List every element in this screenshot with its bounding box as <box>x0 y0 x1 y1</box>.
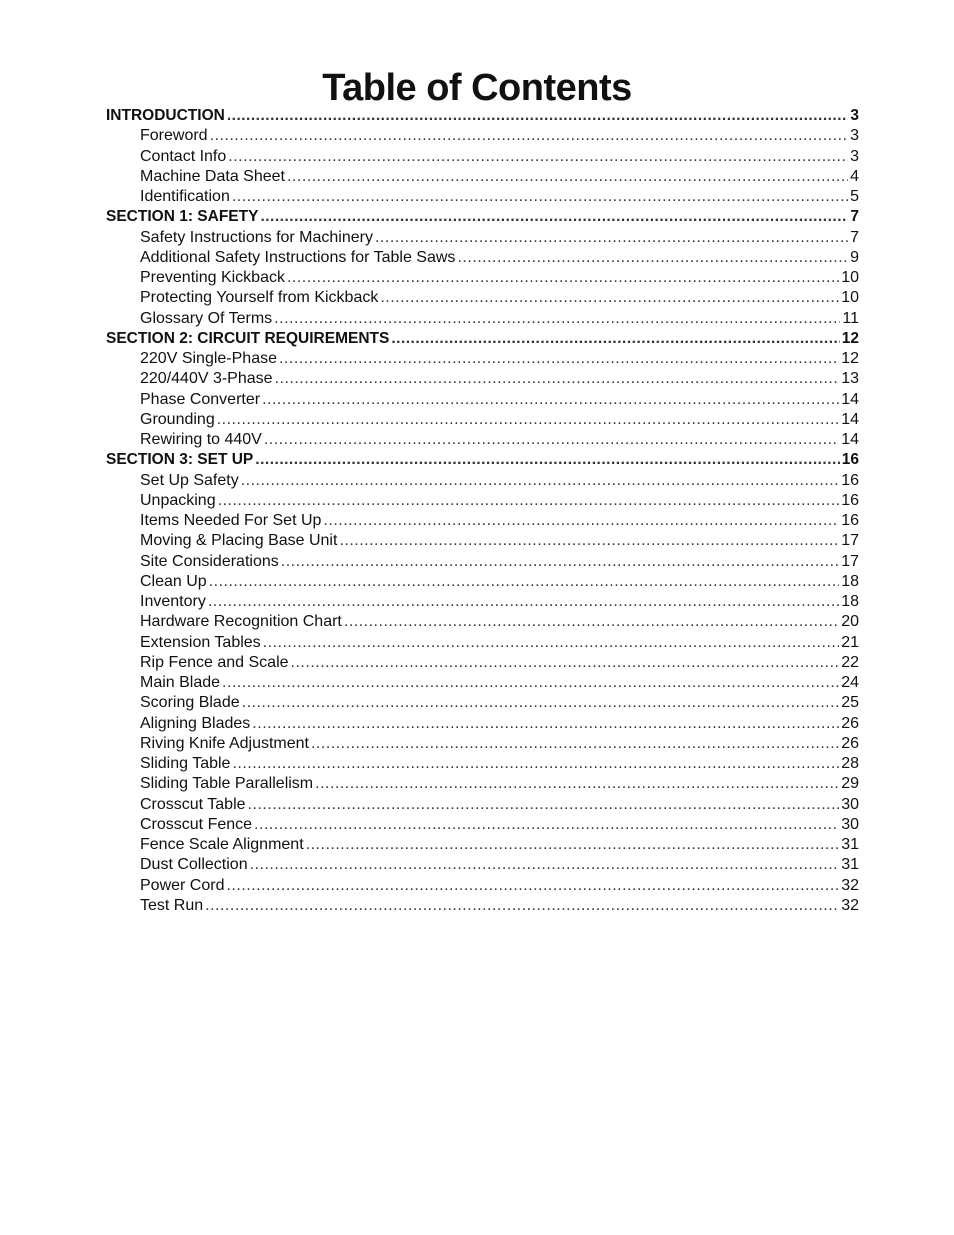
toc-entry-label: Power Cord <box>140 876 225 894</box>
dot-leader <box>209 572 840 592</box>
toc-section-entry <box>106 106 859 126</box>
toc-page-number: 24 <box>841 674 859 691</box>
toc-entry <box>106 714 859 734</box>
toc-entry <box>106 876 859 896</box>
toc-page-number: 10 <box>841 289 859 307</box>
toc-entry <box>106 896 859 916</box>
dot-leader <box>274 309 840 329</box>
dot-leader <box>291 653 840 673</box>
toc-page-number: 18 <box>841 593 859 610</box>
toc-page-number: 32 <box>841 876 859 894</box>
toc-entry <box>106 511 859 531</box>
toc-page-number: 18 <box>841 572 859 590</box>
toc-entry <box>106 369 859 389</box>
toc-entry <box>106 612 859 632</box>
toc-entry <box>106 410 859 430</box>
toc-entry <box>106 430 859 450</box>
toc-page-number: 14 <box>841 431 859 448</box>
toc-entry-label: Scoring Blade <box>140 694 240 712</box>
toc-page-number: 26 <box>841 734 859 752</box>
dot-leader <box>263 633 840 653</box>
dot-leader <box>315 774 839 794</box>
toc-entry <box>106 653 859 673</box>
toc-entry <box>106 734 859 754</box>
toc-page-number: 12 <box>841 329 859 347</box>
toc-entry-label: 220V Single-Phase <box>140 350 277 367</box>
toc-entry-label: Glossary Of Terms <box>140 309 273 327</box>
toc-entry <box>106 552 859 572</box>
dot-leader <box>226 876 839 896</box>
toc-entry-label: SECTION 3: SET UP <box>106 451 254 469</box>
toc-section-entry <box>106 450 859 470</box>
toc-entry-label: Test Run <box>140 896 204 914</box>
toc-entry-label: INTRODUCTION <box>106 107 225 124</box>
dot-leader <box>287 268 839 288</box>
toc-entry-label: Hardware Recognition Chart <box>140 613 342 631</box>
toc-entry <box>106 167 859 187</box>
dot-leader <box>254 815 839 835</box>
toc-entry <box>106 693 859 713</box>
toc-entry-label: Items Needed For Set Up <box>140 512 322 529</box>
toc-page-number: 20 <box>841 613 859 631</box>
dot-leader <box>339 531 839 551</box>
toc-page-number: 16 <box>841 451 859 469</box>
toc-entry <box>106 855 859 875</box>
toc-entry <box>106 471 859 491</box>
toc-page-number: 26 <box>841 714 859 732</box>
toc-page-number: 3 <box>850 147 859 165</box>
toc-page-number: 22 <box>841 653 859 671</box>
toc-page-number: 17 <box>841 552 859 570</box>
toc-entry-label: Set Up Safety <box>140 471 239 489</box>
toc-page-number: 31 <box>841 856 859 874</box>
toc-page-number: 29 <box>841 775 859 793</box>
toc-page-number: 28 <box>841 755 859 772</box>
dot-leader <box>241 471 839 491</box>
toc-entry <box>106 815 859 835</box>
toc-entry-label: Machine Data Sheet <box>140 167 285 185</box>
dot-leader <box>281 552 839 572</box>
toc-entry-label: Dust Collection <box>140 856 248 874</box>
toc-page-number: 30 <box>841 795 859 813</box>
dot-leader <box>250 855 840 875</box>
toc-entry <box>106 349 859 369</box>
dot-leader <box>287 167 848 187</box>
dot-leader <box>218 491 840 511</box>
toc-entry <box>106 126 859 146</box>
toc-page-number: 31 <box>841 836 859 853</box>
dot-leader <box>323 511 839 531</box>
toc-page-number: 3 <box>850 127 859 145</box>
toc-page-number: 17 <box>841 532 859 550</box>
toc-entry <box>106 228 859 248</box>
page-title: Table of Contents <box>322 67 632 109</box>
dot-leader <box>344 612 839 632</box>
toc-entry-label: 220/440V 3-Phase <box>140 370 273 388</box>
dot-leader <box>210 126 849 146</box>
toc-page-number: 25 <box>841 694 859 712</box>
dot-leader <box>275 369 840 389</box>
toc-entry-label: Aligning Blades <box>140 714 251 732</box>
dot-leader <box>279 349 839 369</box>
toc-entry <box>106 248 859 268</box>
toc-entry <box>106 491 859 511</box>
dot-leader <box>228 147 848 167</box>
dot-leader <box>248 795 840 815</box>
toc-page-number: 13 <box>841 370 859 388</box>
toc-entry-label: Crosscut Table <box>140 795 246 813</box>
toc-page-number: 16 <box>841 512 859 529</box>
toc-entry <box>106 774 859 794</box>
toc-entry-label: Contact Info <box>140 147 227 165</box>
toc-entry-label: Moving & Placing Base Unit <box>140 532 338 550</box>
toc-entry-label: Identification <box>140 188 230 205</box>
toc-page-number: 7 <box>850 228 859 246</box>
toc-page-number: 4 <box>850 167 859 185</box>
toc-entry <box>106 390 859 410</box>
toc-entry <box>106 288 859 308</box>
toc-page-number: 9 <box>850 248 859 266</box>
dot-leader <box>242 693 840 713</box>
toc-page-number: 3 <box>850 107 859 124</box>
toc-entry-label: SECTION 2: CIRCUIT REQUIREMENTS <box>106 329 390 347</box>
toc-page-number: 14 <box>841 410 859 428</box>
table-of-contents <box>106 106 859 916</box>
toc-entry <box>106 754 859 774</box>
toc-entry-label: Clean Up <box>140 572 207 590</box>
toc-entry-label: Unpacking <box>140 491 216 509</box>
toc-entry <box>106 531 859 551</box>
toc-entry <box>106 592 859 612</box>
toc-entry-label: Rip Fence and Scale <box>140 653 289 671</box>
toc-entry <box>106 147 859 167</box>
toc-page-number: 5 <box>850 188 859 205</box>
toc-entry <box>106 268 859 288</box>
toc-entry-label: Inventory <box>140 593 206 610</box>
toc-page-number: 7 <box>850 208 859 226</box>
toc-entry-label: Grounding <box>140 410 215 428</box>
toc-entry <box>106 309 859 329</box>
dot-leader <box>232 754 839 774</box>
dot-leader <box>222 673 839 693</box>
toc-entry-label: Main Blade <box>140 674 221 691</box>
toc-entry-label: Site Considerations <box>140 552 279 570</box>
toc-page-number: 30 <box>841 815 859 833</box>
dot-leader <box>232 187 848 207</box>
toc-entry <box>106 835 859 855</box>
toc-section-entry <box>106 207 859 227</box>
toc-entry <box>106 187 859 207</box>
toc-entry <box>106 572 859 592</box>
toc-entry-label: Sliding Table Parallelism <box>140 775 314 793</box>
toc-entry-label: Phase Converter <box>140 390 261 408</box>
toc-entry-label: Riving Knife Adjustment <box>140 734 309 752</box>
toc-page-number: 21 <box>841 633 859 651</box>
toc-section-entry <box>106 329 859 349</box>
toc-page-number: 32 <box>841 896 859 914</box>
toc-entry-label: Additional Safety Instructions for Table Saws <box>140 248 456 266</box>
toc-page-number: 12 <box>841 350 859 367</box>
dot-leader <box>252 714 839 734</box>
dot-leader <box>255 450 839 470</box>
toc-entry <box>106 633 859 653</box>
toc-page-number: 10 <box>841 269 859 286</box>
toc-page-number: 16 <box>841 471 859 489</box>
dot-leader <box>264 430 839 450</box>
toc-entry-label: Rewiring to 440V <box>140 431 262 448</box>
dot-leader <box>208 592 839 612</box>
dot-leader <box>260 207 848 227</box>
toc-entry-label: Extension Tables <box>140 633 261 651</box>
toc-page-number: 11 <box>842 309 859 327</box>
toc-entry-label: Crosscut Fence <box>140 815 253 833</box>
toc-entry-label: SECTION 1: SAFETY <box>106 208 259 226</box>
dot-leader <box>306 835 840 855</box>
toc-page-number: 14 <box>841 390 859 408</box>
dot-leader <box>457 248 848 268</box>
toc-entry-label: Sliding Table <box>140 755 231 772</box>
dot-leader <box>380 288 839 308</box>
dot-leader <box>375 228 848 248</box>
dot-leader <box>262 390 839 410</box>
toc-entry <box>106 673 859 693</box>
toc-page-number: 16 <box>841 491 859 509</box>
toc-entry-label: Safety Instructions for Machinery <box>140 228 373 246</box>
toc-entry <box>106 795 859 815</box>
toc-entry-label: Foreword <box>140 127 208 145</box>
toc-entry-label: Fence Scale Alignment <box>140 836 304 853</box>
toc-entry-label: Protecting Yourself from Kickback <box>140 289 379 307</box>
dot-leader <box>205 896 839 916</box>
toc-entry-label: Preventing Kickback <box>140 269 285 286</box>
dot-leader <box>391 329 839 349</box>
dot-leader <box>311 734 839 754</box>
dot-leader <box>217 410 839 430</box>
dot-leader <box>227 106 849 126</box>
